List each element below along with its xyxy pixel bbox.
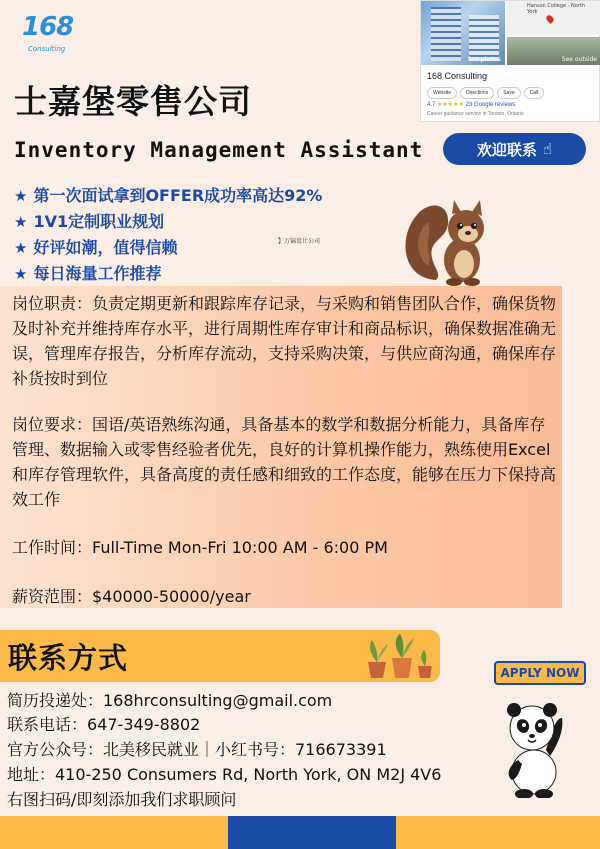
panda-illustration: [498, 694, 570, 798]
logo-tagline: Consulting: [28, 45, 66, 53]
page-title: 士嘉堡零售公司: [14, 82, 252, 121]
street-view-thumbnail[interactable]: [507, 37, 600, 65]
google-business-card[interactable]: [420, 0, 600, 122]
map-thumbnail[interactable]: [507, 1, 600, 35]
job-requirements: 岗位要求：国语/英语熟练沟通，具备基本的数学和数据分析能力，具备库存管理、数据输入或零售经验者优先，良好的计算机操作能力，熟练使用Excel和库存管理软件，具备高度的责任感和细致的工作态度，能够在压力下保持高效工作: [12, 415, 557, 509]
map-pin-icon: [545, 14, 555, 24]
apply-now-button[interactable]: APPLY NOW: [494, 661, 586, 685]
star-icon: ★: [14, 265, 28, 283]
rating-value: 4.7: [427, 102, 436, 108]
contact-social: 官方公众号：北美移民就业｜小红书号：716673391: [7, 740, 387, 759]
perk-item: ★ 第一次面试拿到OFFER成功率高达92%: [14, 183, 322, 209]
website-button[interactable]: Website: [427, 87, 457, 99]
rating-row[interactable]: [427, 101, 515, 108]
business-name: 168 Consulting: [427, 71, 488, 81]
salary-range: 薪资范围：$40000-50000/year: [12, 587, 251, 606]
welcome-contact-button[interactable]: [443, 133, 586, 165]
contact-phone[interactable]: 联系电话：647-349-8802: [7, 715, 201, 734]
business-actions: [427, 87, 544, 99]
star-icon: ★: [14, 187, 28, 205]
company-logo: [22, 12, 72, 56]
footer-accent: [228, 816, 396, 849]
rating-stars-icon: ★★★★★: [437, 102, 464, 108]
business-description: Career guidance service in Toronto, Ontario: [427, 111, 524, 117]
reviews-link[interactable]: 23 Google reviews: [465, 102, 516, 108]
contact-email[interactable]: 简历投递处：168hrconsulting@gmail.com: [7, 691, 333, 710]
map-label: Hanson College - North York: [527, 3, 586, 15]
perks-list: [14, 183, 322, 287]
work-hours: 工作时间：Full-Time Mon-Fri 10:00 AM - 6:00 PM: [12, 538, 388, 557]
perk-item: ★ 好评如潮，值得信赖: [14, 235, 322, 261]
contact-title: 联系方式: [8, 641, 129, 675]
welcome-contact-label: 欢迎联系: [476, 140, 537, 159]
perk-item: ★ 1V1定制职业规划: [14, 209, 322, 235]
pointer-hand-icon: ☝: [542, 140, 553, 158]
watermark-text: 】万锦设计公司: [278, 238, 321, 245]
contact-address: 地址：410-250 Consumers Rd, North York, ON M2J 4V6: [7, 765, 442, 784]
potted-plants-illustration: [364, 632, 436, 680]
star-icon: ★: [14, 213, 28, 231]
job-title: Inventory Management Assistant: [14, 138, 424, 162]
squirrel-illustration: [398, 188, 498, 288]
logo-number: 168: [22, 12, 74, 42]
perk-item: ★ 每日海量工作推荐: [14, 261, 322, 287]
see-photos-label: See photos: [467, 56, 501, 63]
call-button[interactable]: Call: [524, 87, 545, 99]
building-photo[interactable]: [421, 1, 505, 65]
directions-button[interactable]: Directions: [460, 87, 494, 99]
save-button[interactable]: Save: [497, 87, 520, 99]
star-icon: ★: [14, 239, 28, 257]
contact-qr-note: 右图扫码/即刻添加我们求职顾问: [7, 790, 237, 809]
see-outside-label: See outside: [561, 56, 597, 63]
job-duties: 岗位职责：负责定期更新和跟踪库存记录，与采购和销售团队合作，确保货物及时补充并维持库存水平，进行周期性库存审计和商品标识，确保数据准确无误，管理库存报告，分析库存流动，支持采购决策，与供应商沟通，确保库存补货按时到位: [12, 294, 557, 388]
